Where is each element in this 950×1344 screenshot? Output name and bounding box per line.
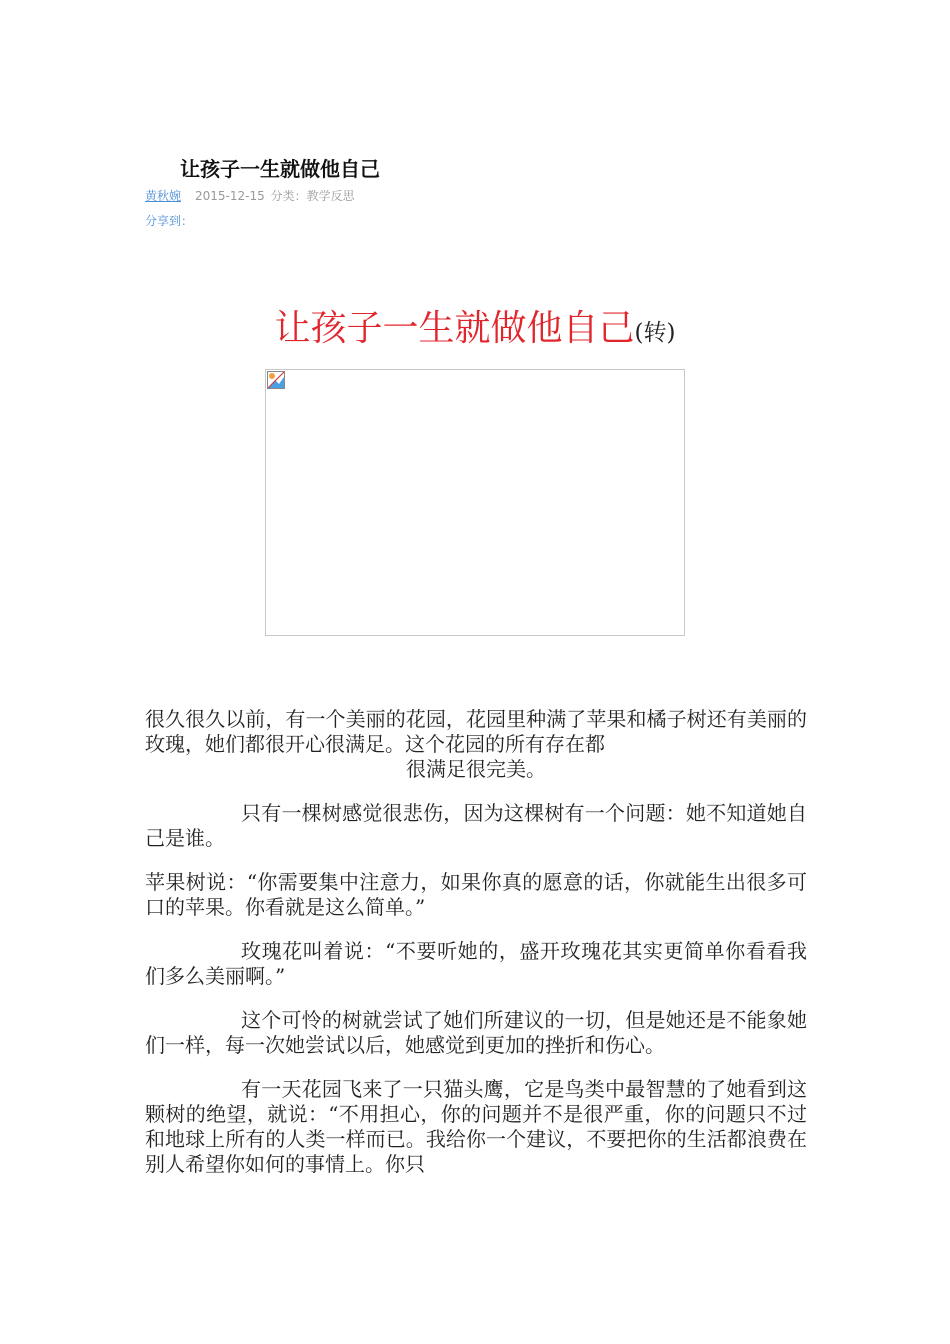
category-label: 分类： — [270, 189, 307, 203]
share-label[interactable]: 分享到： — [145, 214, 194, 228]
paragraph-2: 只有一棵树感觉很悲伤，因为这棵树有一个问题：她不知道她自己是谁。 — [145, 801, 807, 850]
paragraph-3: 苹果树说：“你需要集中注意力，如果你真的愿意的话，你就能生出很多可口的苹果。你看就是这么简单。” — [145, 870, 807, 919]
paragraph-5: 这个可怜的树就尝试了她们所建议的一切，但是她还是不能象她们一样，每一次她尝试以后，她感觉到更加的挫折和伤心。 — [145, 1008, 807, 1057]
post-title: 让孩子一生就做他自己 — [180, 157, 380, 181]
article-image-placeholder — [265, 369, 685, 636]
paragraph-6: 有一天花园飞来了一只猫头鹰，它是鸟类中最智慧的了她看到这颗树的绝望，就说：“不用担心，你的问题并不是很严重，你的问题只不过和地球上所有的人类一样而已。我给你一个建议，不要把你的生活都浪费在别人希望你如何的事情上。你只 — [145, 1077, 807, 1176]
category-value: 教学反思 — [306, 189, 355, 203]
headline-suffix: (转) — [634, 320, 676, 346]
author-link[interactable]: 黄秋婉 — [145, 189, 182, 203]
post-date: 2015-12-15 — [195, 189, 265, 203]
broken-image-icon — [267, 371, 285, 389]
headline-main: 让孩子一生就做他自己 — [274, 308, 635, 349]
article-headline — [0, 300, 950, 351]
paragraph-1: 很久很久以前，有一个美丽的花园，花园里种满了苹果和橘子树还有美丽的玫瑰，她们都很开心很满足。这个花园的所有存在都 — [145, 707, 807, 756]
post-meta — [145, 187, 355, 204]
paragraph-4: 玫瑰花叫着说：“不要听她的，盛开玫瑰花其实更简单你看看我们多么美丽啊。” — [145, 939, 807, 988]
paragraph-1-end: 很满足很完美。 — [406, 757, 546, 781]
article-body — [145, 707, 807, 1196]
